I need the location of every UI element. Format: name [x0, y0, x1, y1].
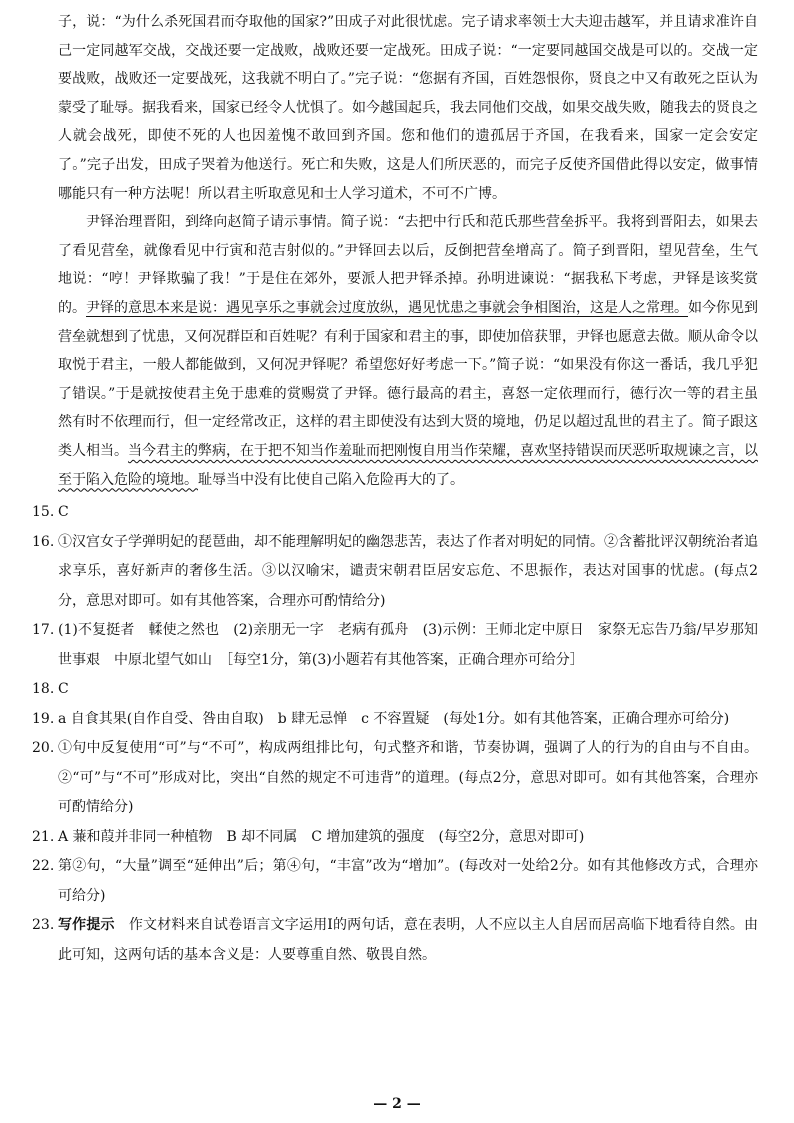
answer-item-20: [32, 734, 758, 823]
answer-item-17: [32, 616, 758, 675]
passage-text: 如今你见到营垒就想到了忧患，又何况群臣和百姓呢？有利于国家和君主的事，即使加倍获罪，尹铎也愿意去做。顺从命令以取悦于君主，一般人都能做到，又何况尹铎呢？希望您好好考虑一下。”简子说：“如果没有你这一番话，我几乎犯了错误。”于是就按使君主免于患难的赏赐赏了尹铎。德行最高的君主，喜怒一定依理而行，德行次一等的君主虽然有时不依理而行，但一定经常改正，这样的君主即使没有达到大贤的境地，仍足以超过乱世的君主了。简子跟这类人相当。: [58, 299, 758, 459]
answer-number: 23.: [32, 917, 55, 934]
answer-item-16: [32, 528, 758, 617]
answer-list: [32, 498, 759, 970]
underlined-sentence-1: 尹铎的意思本来是说：遇见享乐之事就会过度放纵，遇见忧患之事就会争相图治，这是人之常理。: [86, 299, 688, 316]
answer-item-19: [32, 705, 758, 735]
answer-number: 20.: [32, 740, 55, 757]
passage-text: 子，说：“为什么杀死国君而夺取他的国家?”田成子对此很忧虑。完子请求率领士大夫迎击越军，并且请求准许自己一定同越军交战，交战还要一定战败，战败还要一定战死。田成子说：“一定要同越国交战是可以的。交战一定要战败，战败还一定要战死，这我就不明白了。”完子说：“您据有齐国，百姓怨恨你，贤良之中又有敢死之臣认为蒙受了耻辱。据我看来，国家已经令人忧惧了。如今越国起兵，我去同他们交战，如果交战失败，随我去的贤良之人就会战死，即使不死的人也因羞愧不敢回到齐国。您和他们的遗孤居于齐国，在我看来，国家一定会安定了。”完子出发，田成子哭着为他送行。死亡和失败，这是人们所厌恶的，而完子反使齐国借此得以安定，做事情哪能只有一种方法呢！所以君主听取意见和士人学习道术，不可不广博。: [58, 14, 758, 202]
answer-number: 16.: [32, 533, 55, 550]
wavy-underlined-sentence: 当今君主的弊病，在于把不知当作羞耻而把刚愎自用当作荣耀，喜欢坚持错误而厌恶听取规谏之言，以至于陷入危险的境地。: [58, 442, 758, 488]
page-number: — 2 —: [373, 1096, 421, 1112]
answer-number: 19.: [32, 710, 55, 727]
answer-text: ①汉宫女子学弹明妃的琵琶曲，却不能理解明妃的幽怨悲苦，表达了作者对明妃的同情。②含蓄批评汉朝统治者追求享乐，喜好新声的奢侈生活。③以汉喻宋，谴责宋朝君臣居安忘危、不思振作，表达对国事的忧虑。(每点2分，意思对即可。如有其他答案，合理亦可酌情给分): [58, 533, 758, 609]
writing-hint-label: 写作提示: [58, 917, 115, 934]
passage-text: 尹铎治理晋阳，到绛向赵简子请示事情。简子说：“去把中行氏和范氏那些营垒拆平。我将到晋阳去，如果去了看见营垒，就像看见中行寅和范吉射似的。”尹铎回去以后，反倒把营垒增高了。简子到晋阳，望见营垒，生气地说：“哼！尹铎欺骗了我！”于是住在郊外，要派人把尹铎杀掉。孙明进谏说：“据我私下考虑，尹铎是该奖赏的。: [58, 214, 758, 316]
passage-text: 耻辱当中没有比使自己陷入危险再大的了。: [198, 471, 464, 488]
answer-number: 22.: [32, 858, 55, 875]
answer-item-21: [32, 823, 758, 853]
answer-text: [58, 911, 758, 970]
answer-text: ①句中反复使用“可”与“不可”，构成两组排比句，句式整齐和谐，节奏协调，强调了人的行为的自由与不自由。②“可”与“不可”形成对比，突出“自然的规定不可违背”的道理。(每点2分，意思对即可。如有其他答案，合理亦可酌情给分): [58, 740, 758, 816]
answer-number: 18.: [32, 681, 55, 698]
answer-number: 17.: [32, 622, 55, 639]
answer-text: (1)不复挺者 輮使之然也 (2)亲朋无一字 老病有孤舟 (3)示例：王师北定中原日 家祭无忘告乃翁/早岁那知世事艰 中原北望气如山 ［每空1分，第(3)小题若有其他答案，正确合理亦可给分］: [58, 622, 758, 668]
answer-text: C: [58, 681, 69, 698]
answer-text: a 自食其果(自作自受、咎由自取) b 肆无忌惮 c 不容置疑 (每处1分。如有其他答案，正确合理亦可给分): [58, 710, 730, 727]
answer-item-15: [32, 498, 758, 528]
answer-text: A 蒹和葭并非同一种植物 B 却不同属 C 增加建筑的强度 (每空2分，意思对即可): [58, 828, 585, 845]
answer-item-18: [32, 675, 758, 705]
answer-item-22: [32, 852, 758, 911]
answer-number: 15.: [32, 504, 55, 521]
answer-number: 21.: [32, 828, 55, 845]
passage-paragraph-1: [58, 8, 758, 208]
answer-text: 第②句，“大量”调至“延伸出”后；第④句，“丰富”改为“增加”。(每改对一处给2分。如有其他修改方式，合理亦可给分): [58, 858, 758, 904]
answer-item-23: [32, 911, 759, 970]
passage-paragraph-2: [58, 208, 758, 494]
writing-hint-text: 作文材料来自试卷语言文字运用Ⅰ的两句话，意在表明，人不应以主人自居而居高临下地看待自然。由此可知，这两句话的基本含义是：人要尊重自然、敬畏自然。: [58, 917, 759, 963]
answer-text: C: [58, 504, 69, 521]
